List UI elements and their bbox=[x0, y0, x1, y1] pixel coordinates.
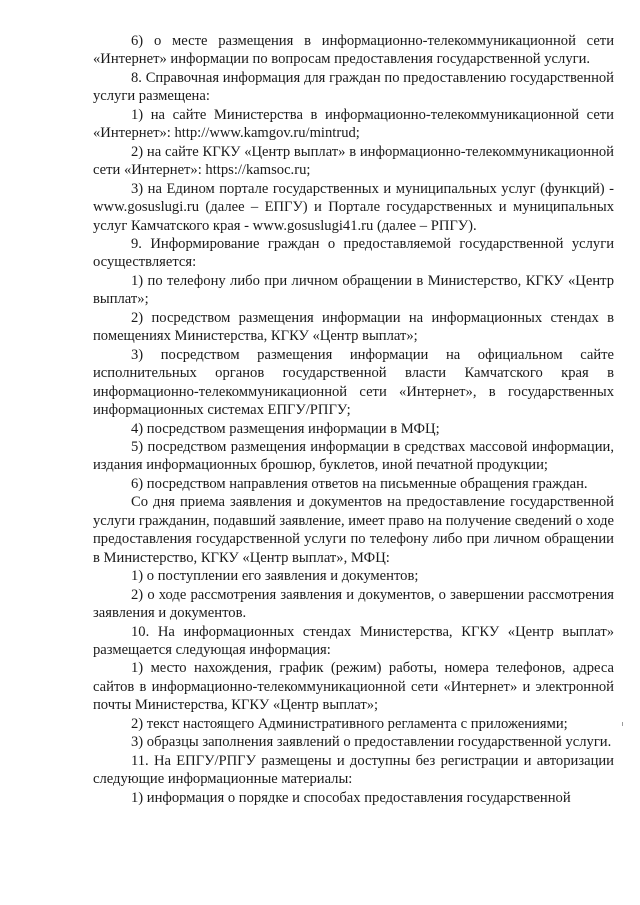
paragraph: 2) посредством размещения информации на информационных стендах в помещениях Министерства, КГКУ «Центр выплат»; bbox=[93, 309, 614, 345]
paragraph: 10. На информационных стендах Министерства, КГКУ «Центр выплат» размещается следующая информация: bbox=[93, 623, 614, 658]
paragraph: 1) по телефону либо при личном обращении в Министерство, КГКУ «Центр выплат»; bbox=[93, 272, 614, 308]
scan-speck bbox=[622, 722, 623, 726]
paragraph: 3) на Едином портале государственных и муниципальных услуг (функций) - www.gosuslugi.ru (далее – ЕПГУ) и Портале государственных и муниципальных услуг Камчатского края - www.gosuslugi41.ru (далее – РПГУ). bbox=[93, 180, 614, 234]
paragraph: 11. На ЕПГУ/РПГУ размещены и доступны без регистрации и авторизации следующие информационные материалы: bbox=[93, 752, 614, 788]
paragraph: 1) место нахождения, график (режим) работы, номера телефонов, адреса сайтов в информационно-телекоммуникационной сети «Интернет» и электронной почты Министерства, КГКУ «Центр выплат»; bbox=[93, 660, 614, 714]
paragraph: 1) на сайте Министерства в информационно-телекоммуникационной сети «Интернет»: http://www.kamgov.ru/mintrud; bbox=[93, 106, 614, 142]
paragraph: 3) посредством размещения информации на официальном сайте исполнительных органов государственной власти Камчатского края в информационно-телекоммуникационной сети «Интернет», в государственных информационных системах ЕПГУ/РПГУ; bbox=[93, 346, 614, 419]
paragraph: 2) на сайте КГКУ «Центр выплат» в информационно-телекоммуникационной сети «Интернет»: https://kamsoc.ru; bbox=[93, 143, 614, 179]
document-body bbox=[93, 32, 614, 807]
paragraph: 8. Справочная информация для граждан по предоставлению государственной услуги размещена: bbox=[93, 69, 614, 105]
paragraph: 4) посредством размещения информации в МФЦ; bbox=[131, 420, 440, 437]
paragraph: 5) посредством размещения информации в средствах массовой информации, издания информационных брошюр, буклетов, иной печатной продукции; bbox=[93, 438, 614, 474]
paragraph: 1) информация о порядке и способах предоставления государственной bbox=[131, 789, 571, 806]
paragraph: 2) о ходе рассмотрения заявления и документов, о завершении рассмотрения заявления и документов. bbox=[93, 586, 614, 622]
paragraph: 6) посредством направления ответов на письменные обращения граждан. bbox=[131, 475, 588, 492]
paragraph: 2) текст настоящего Административного регламента с приложениями; bbox=[131, 715, 568, 732]
paragraph: Со дня приема заявления и документов на предоставление государственной услуги гражданин, подавший заявление, имеет право на получение сведений о ходе предоставления государственной услуги по телефону либо при личном обращении в Министерство, КГКУ «Центр выплат», МФЦ: bbox=[93, 494, 614, 566]
paragraph: 9. Информирование граждан о предоставляемой государственной услуги осуществляется: bbox=[93, 235, 614, 271]
paragraph: 6) о месте размещения в информационно-телекоммуникационной сети «Интернет» информации по вопросам предоставления государственной услуги. bbox=[93, 33, 614, 68]
paragraph: 3) образцы заполнения заявлений о предоставлении государственной услуги. bbox=[131, 734, 612, 751]
paragraph: 1) о поступлении его заявления и документов; bbox=[131, 568, 419, 585]
